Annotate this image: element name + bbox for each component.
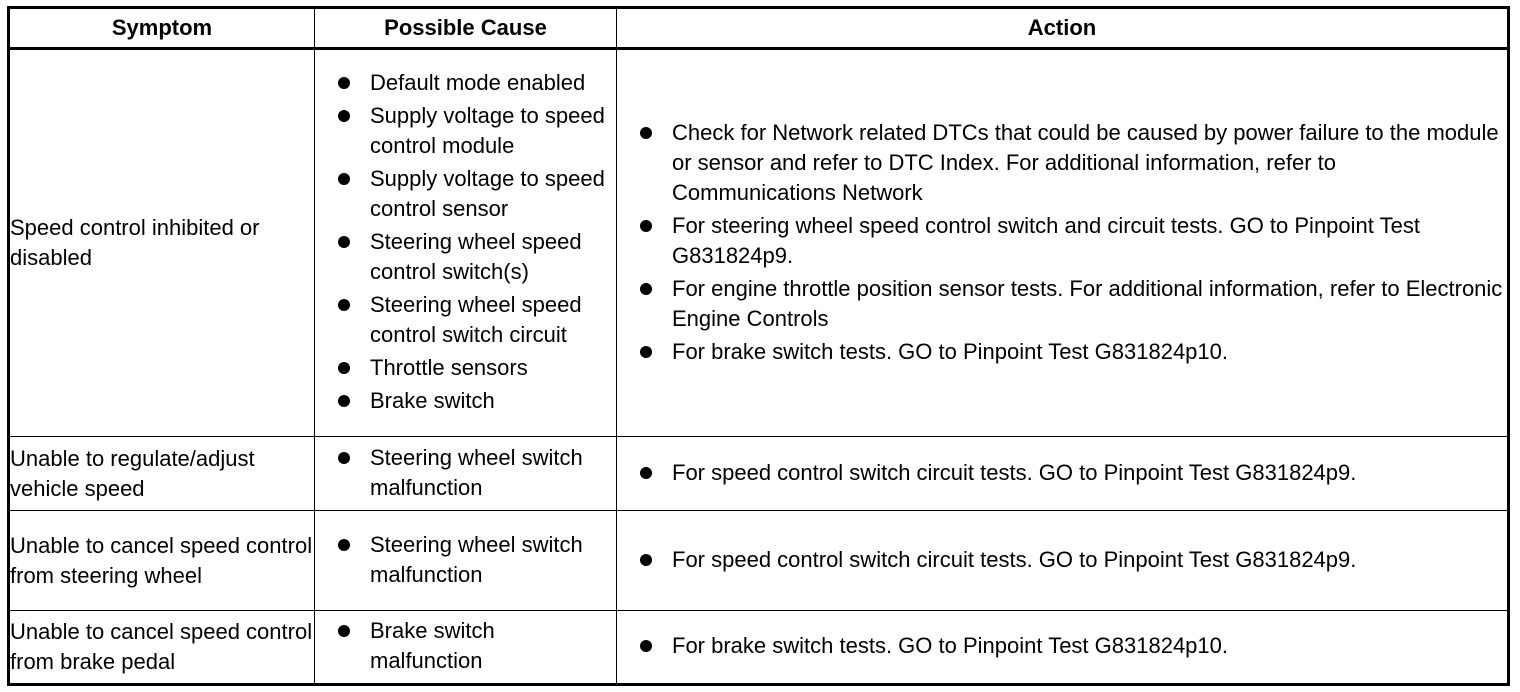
- action-item: For brake switch tests. GO to Pinpoint Test G831824p10.: [617, 337, 1507, 367]
- action-item: For speed control switch circuit tests. GO to Pinpoint Test G831824p9.: [617, 545, 1507, 575]
- cause-item: Steering wheel switch malfunction: [315, 530, 616, 590]
- cause-cell: [315, 511, 617, 611]
- cause-item: Supply voltage to speed control module: [315, 101, 616, 161]
- action-list: [617, 545, 1507, 575]
- action-item: For brake switch tests. GO to Pinpoint Test G831824p10.: [617, 631, 1507, 661]
- cause-cell: [315, 437, 617, 511]
- table-row: [9, 511, 1509, 611]
- cause-list: [315, 443, 616, 503]
- header-possible-cause: Possible Cause: [315, 8, 617, 49]
- cause-item: Throttle sensors: [315, 353, 616, 383]
- action-cell: [617, 611, 1509, 685]
- diagnosis-table: [7, 6, 1510, 686]
- table-row: [9, 437, 1509, 511]
- cause-cell: [315, 611, 617, 685]
- action-list: [617, 458, 1507, 488]
- table-row: [9, 49, 1509, 437]
- action-cell: [617, 511, 1509, 611]
- action-item: For steering wheel speed control switch and circuit tests. GO to Pinpoint Test G831824p9.: [617, 211, 1507, 271]
- action-item: Check for Network related DTCs that could be caused by power failure to the module or sensor and refer to DTC Index. For additional information, refer to Communications Network: [617, 118, 1507, 208]
- cause-list: [315, 68, 616, 416]
- cause-item: Supply voltage to speed control sensor: [315, 164, 616, 224]
- cause-item: Steering wheel switch malfunction: [315, 443, 616, 503]
- cause-item: Brake switch malfunction: [315, 616, 616, 676]
- action-list: [617, 118, 1507, 367]
- header-row: [9, 8, 1509, 49]
- cause-list: [315, 616, 616, 676]
- symptom-cell: Unable to cancel speed control from brake pedal: [9, 611, 315, 685]
- header-symptom: Symptom: [9, 8, 315, 49]
- action-item: For engine throttle position sensor tests. For additional information, refer to Electronic Engine Controls: [617, 274, 1507, 334]
- action-list: [617, 631, 1507, 661]
- cause-item: Steering wheel speed control switch(s): [315, 227, 616, 287]
- symptom-cell: Speed control inhibited or disabled: [9, 49, 315, 437]
- cause-item: Brake switch: [315, 386, 616, 416]
- table-row: [9, 611, 1509, 685]
- symptom-cell: Unable to regulate/adjust vehicle speed: [9, 437, 315, 511]
- action-cell: [617, 437, 1509, 511]
- cause-item: Steering wheel speed control switch circuit: [315, 290, 616, 350]
- action-item: For speed control switch circuit tests. GO to Pinpoint Test G831824p9.: [617, 458, 1507, 488]
- cause-item: Default mode enabled: [315, 68, 616, 98]
- cause-list: [315, 530, 616, 590]
- symptom-cell: Unable to cancel speed control from steering wheel: [9, 511, 315, 611]
- action-cell: [617, 49, 1509, 437]
- header-action: Action: [617, 8, 1509, 49]
- cause-cell: [315, 49, 617, 437]
